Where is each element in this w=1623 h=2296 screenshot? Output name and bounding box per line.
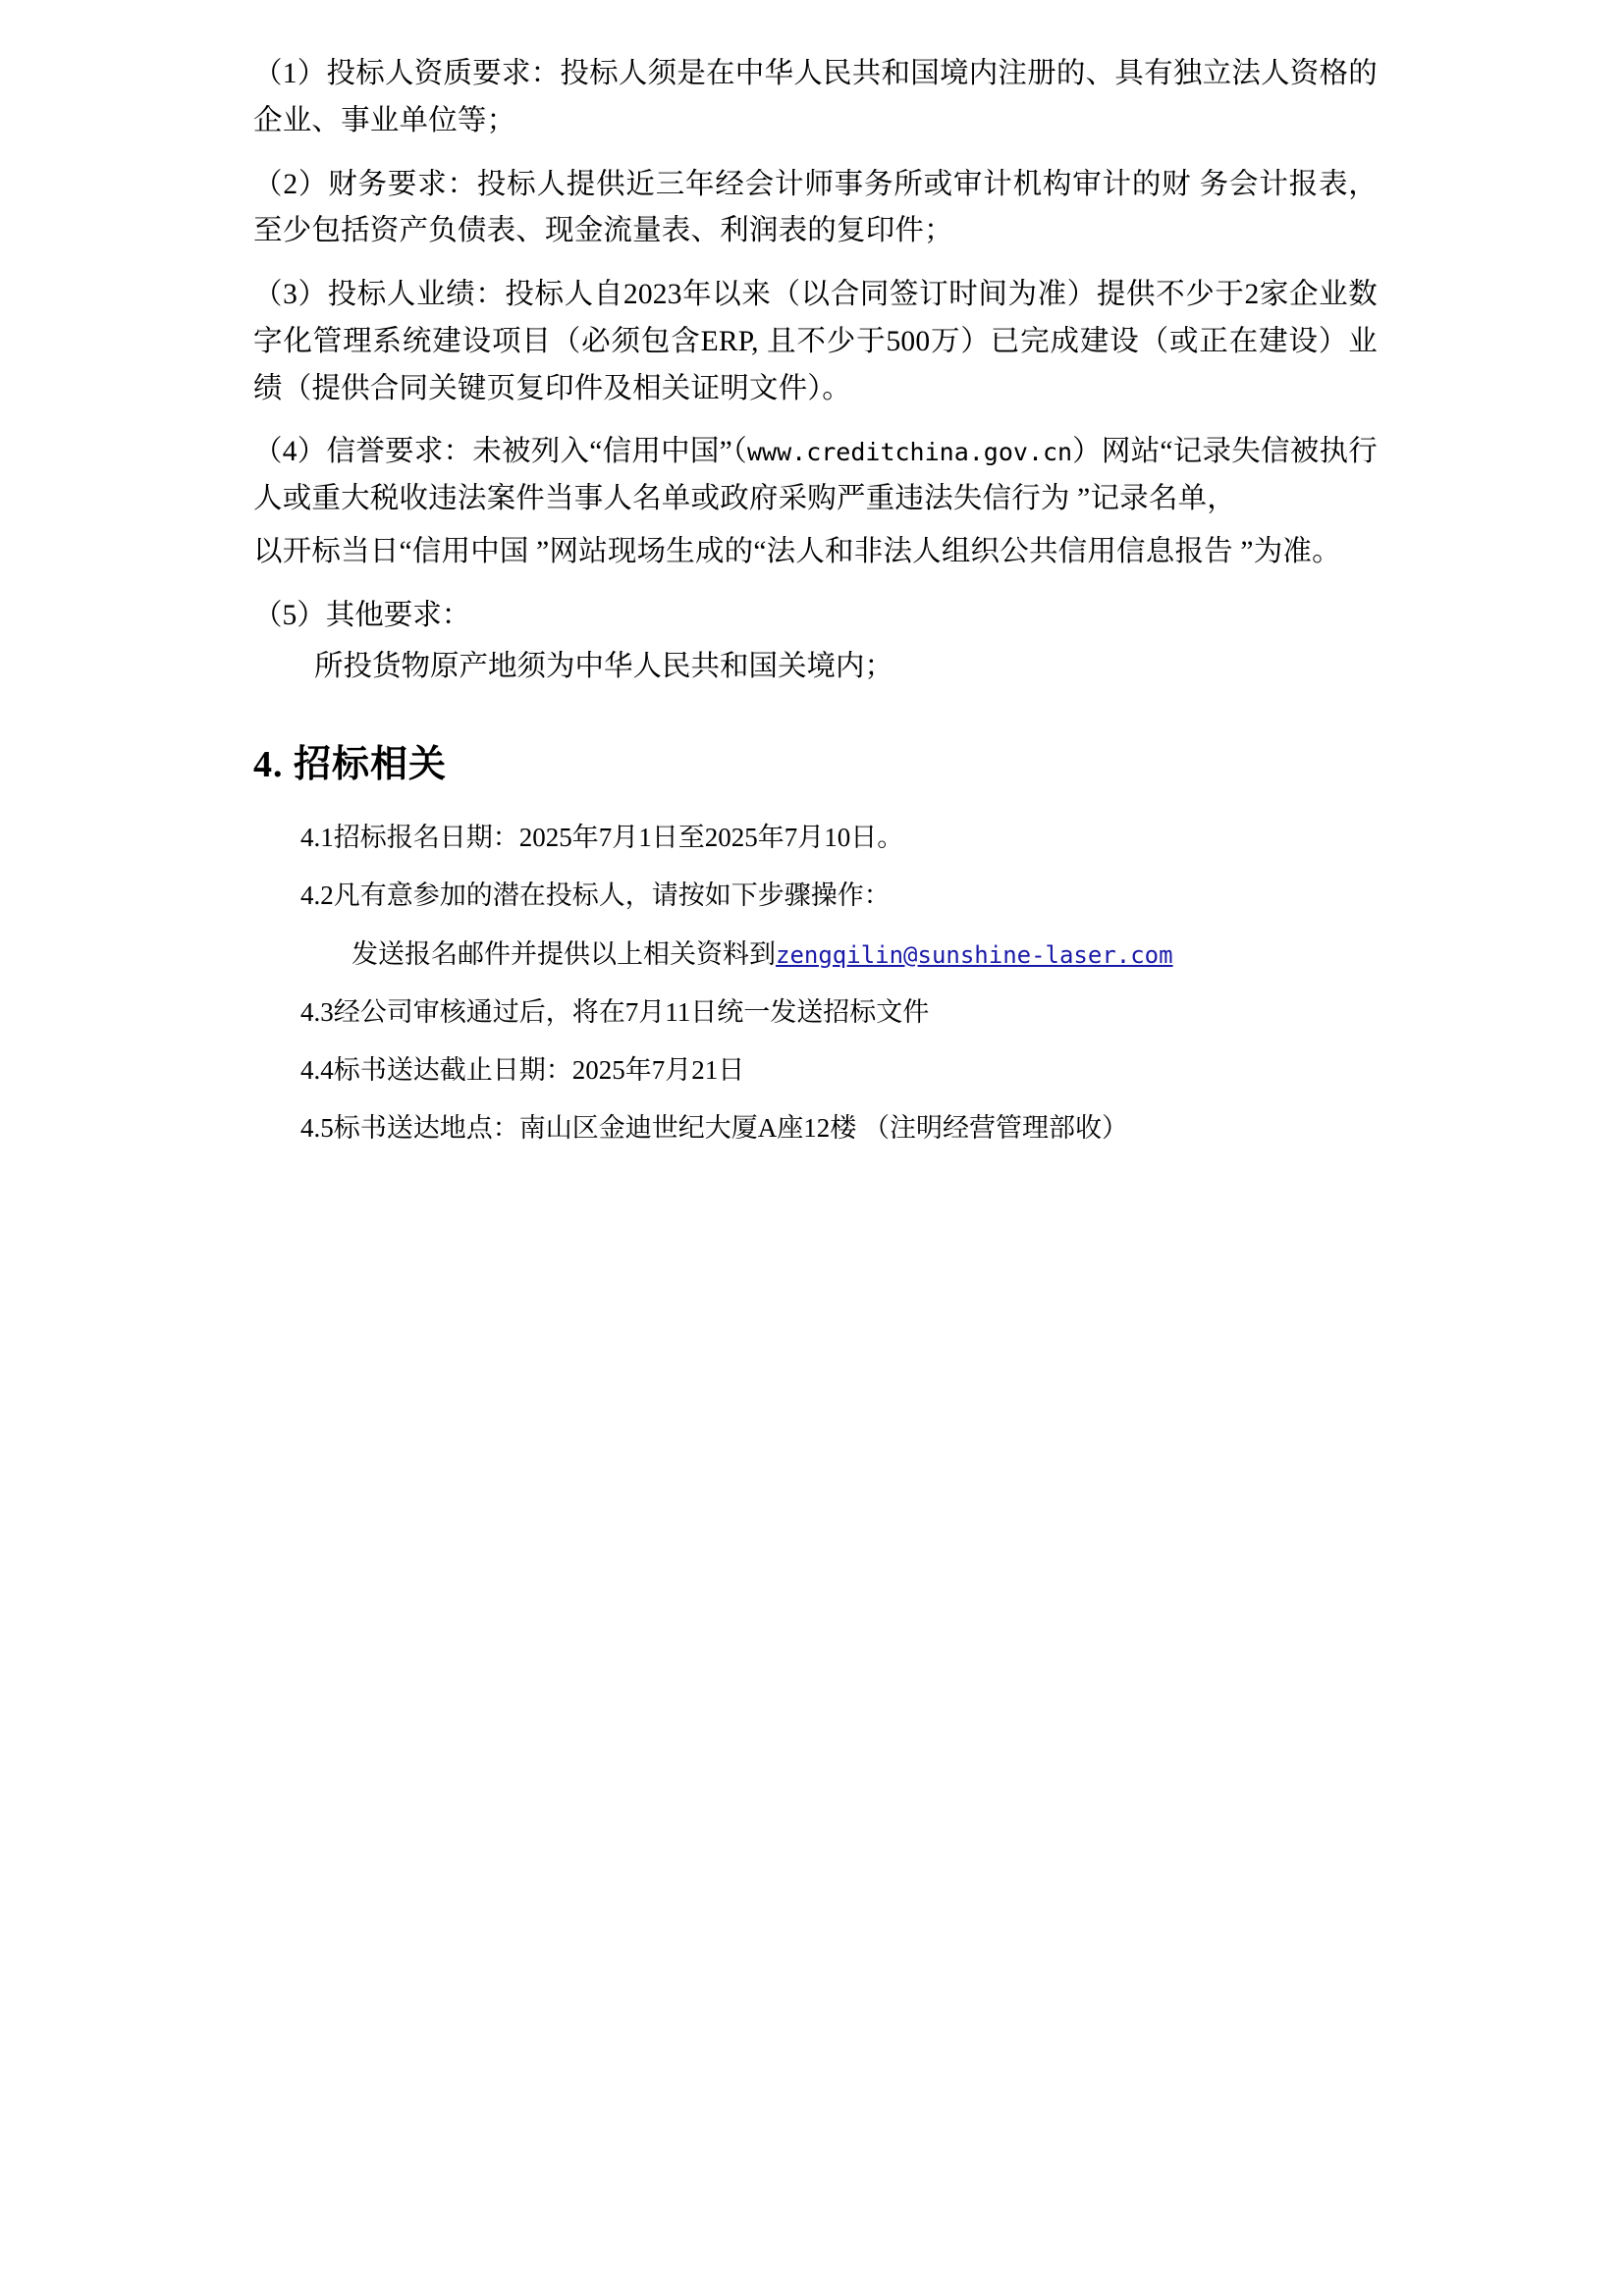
section-title: 招标相关 <box>294 744 448 786</box>
registration-email-link[interactable]: zengqilin@sunshine-laser.com <box>776 940 1173 969</box>
section-item-4-2: 4.2凡有意参加的潜在投标人，请按如下步骤操作： <box>300 881 891 911</box>
requirement-paragraph-3: （3）投标人业绩：投标人自2023年以来（以合同签订时间为准）提供不少于2家企业数字化管理系统建设项目（必须包含ERP, 且不少于500万）已完成建设（或正在建设）业绩（提供合同关键页复印件及相关证明文件）。 <box>253 279 1378 404</box>
section-4-item-list <box>300 817 1378 1148</box>
requirement-4-text-before-url: （4）信誉要求：未被列入“信用中国”（ <box>253 436 747 468</box>
requirement-paragraph-4-continuation: 以开标当日“信用中国 ”网站现场生成的“法人和非法人组织公共信用信息报告 ”为准。 <box>253 536 1341 568</box>
section-number: 4. <box>253 744 284 786</box>
document-body <box>253 51 1378 1165</box>
requirement-paragraph-5-label: （5）其他要求： <box>253 599 471 631</box>
creditchina-url: www.creditchina.gov.cn <box>746 438 1073 467</box>
requirement-4-text-after-url: ）网站“记录失信被执行人或重大税收违法案件当事人名单或政府采购严重违法失信行为 ”记录名单， <box>253 436 1378 515</box>
section-heading-4 <box>253 733 1378 787</box>
section-item-4-4: 4.4标书送达截止日期：2025年7月21日 <box>300 1054 745 1085</box>
section-item-4-2-sub <box>352 934 1378 975</box>
requirement-paragraph-1: （1）投标人资质要求：投标人须是在中华人民共和国境内注册的、具有独立法人资格的企业、事业单位等； <box>253 58 1378 136</box>
requirement-paragraph-4 <box>253 429 1378 523</box>
section-item-4-3: 4.3经公司审核通过后，将在7月11日统一发送招标文件 <box>300 996 930 1027</box>
requirement-paragraph-2: （2）财务要求：投标人提供近三年经会计师事务所或审计机构审计的财 务会计报表，至少包括资产负债表、现金流量表、利润表的复印件； <box>253 168 1378 247</box>
requirement-paragraph-5-sub: 所投货物原产地须为中华人民共和国关境内； <box>314 650 894 682</box>
section-item-4-5: 4.5标书送达地点：南山区金迪世纪大厦A座12楼 （注明经营管理部收） <box>300 1112 1128 1143</box>
section-item-4-1: 4.1招标报名日期：2025年7月1日至2025年7月10日。 <box>300 823 904 853</box>
email-instruction-text: 发送报名邮件并提供以上相关资料到 <box>352 938 776 969</box>
